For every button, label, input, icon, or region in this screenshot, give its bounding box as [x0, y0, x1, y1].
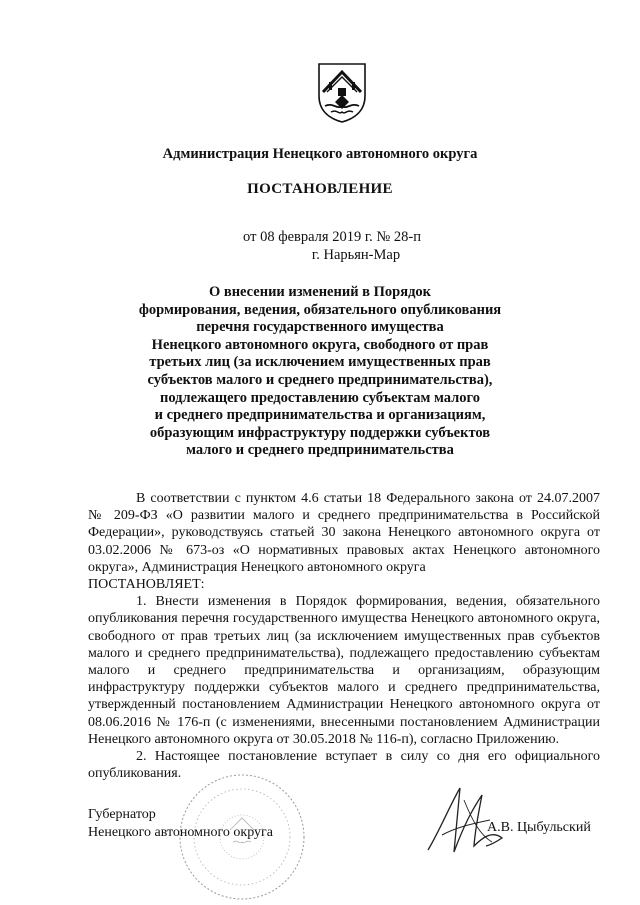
- position-organization: Ненецкого автономного округа: [88, 825, 273, 840]
- document-body: [88, 490, 600, 782]
- title-line: малого и среднего предпринимательства: [186, 442, 454, 459]
- title-line: формирования, ведения, обязательного опубликования: [138, 301, 502, 318]
- title-line: третьих лиц (за исключением имущественных прав: [149, 354, 491, 371]
- document-city: г. Нарьян-Мар: [311, 247, 401, 263]
- item-2-paragraph: 2. Настоящее постановление вступает в силу со дня его официального опубликования.: [88, 749, 600, 782]
- document-title: [0, 284, 640, 460]
- title-line: и среднего предпринимательства и организациям,: [154, 407, 486, 424]
- title-line: субъектов малого и среднего предпринимательства),: [147, 371, 493, 388]
- document-date: от 08 февраля 2019 г. № 28-п: [243, 229, 421, 245]
- coat-of-arms-icon: [317, 62, 367, 124]
- resolves-line: ПОСТАНОВЛЯЕТ:: [88, 577, 205, 593]
- title-line: образующим инфраструктуру поддержки субъектов: [149, 424, 491, 441]
- position-title: Губернатор: [88, 807, 156, 822]
- preamble-paragraph: В соответствии с пунктом 4.6 статьи 18 Федерального закона от 24.07.2007 № 209-ФЗ «О развитии малого и среднего предпринимательства в Российской Федерации», руководствуясь статьей 30 закона Ненецкого автономного округа от 03.02.2006 № 673-оз «О нормативных правовых актах Ненецкого автономного округа», Администрация Ненецкого автономного округа: [88, 491, 600, 575]
- title-line: перечня государственного имущества: [196, 319, 444, 336]
- signatory-position: [88, 806, 273, 842]
- title-line: О внесении изменений в Порядок: [208, 284, 432, 300]
- organization-name: Администрация Ненецкого автономного округа: [162, 146, 478, 162]
- title-line: подлежащего предоставлению субъектам малого: [160, 389, 480, 406]
- item-1-paragraph: 1. Внести изменения в Порядок формирования, ведения, обязательного опубликования перечня государственного имущества Ненецкого автономного округа, свободного от прав третьих лиц (за исключением имущественных прав субъектов малого и среднего предпринимательства), подлежащего предоставлению субъектам малого и среднего предпринимательства и организациям, образующим инфраструктуру поддержки субъектов малого и среднего предпринимательства, утвержденный постановлением Администрации Ненецкого автономного округа от 08.06.2016 № 176-п (с изменениями, внесенными постановлением Администрации Ненецкого автономного округа от 30.05.2018 № 116-п), согласно Приложению.: [88, 594, 600, 747]
- title-line: Ненецкого автономного округа, свободного от прав: [151, 336, 489, 353]
- signatory-name: А.В. Цыбульский: [487, 820, 591, 835]
- document-type: ПОСТАНОВЛЕНИЕ: [247, 181, 393, 197]
